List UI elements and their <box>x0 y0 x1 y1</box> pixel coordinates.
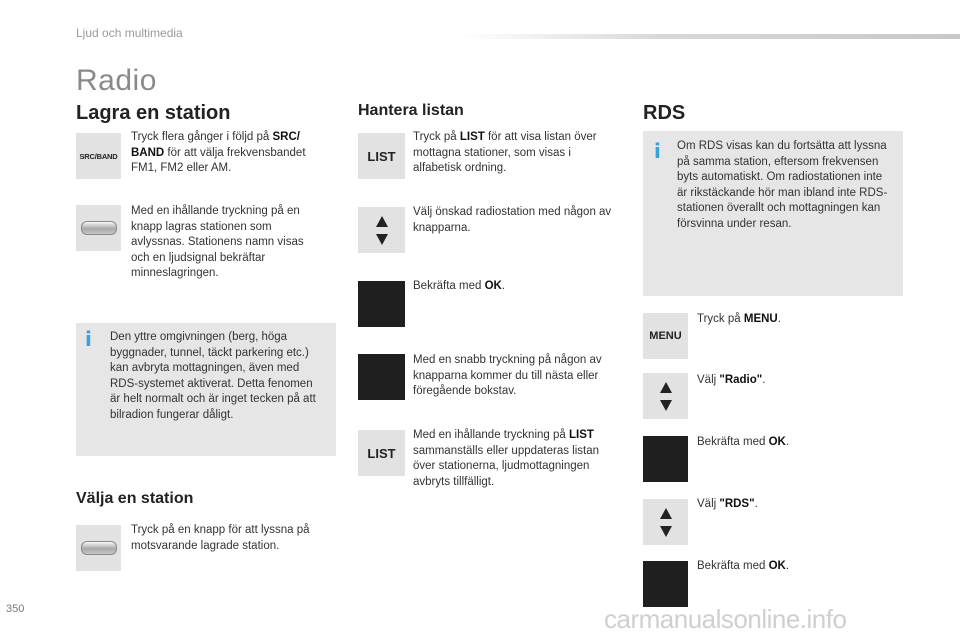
list-button-image <box>358 430 405 476</box>
info-icon: i <box>85 327 92 351</box>
store-station-text <box>131 130 326 177</box>
heading-valja-en-station: Välja en station <box>76 490 194 507</box>
text-part: . <box>762 374 766 386</box>
select-rds-text <box>697 497 897 513</box>
preset-button-image <box>76 205 121 251</box>
text-part: Bekräfta med <box>413 280 485 292</box>
preset-key-icon <box>81 541 117 555</box>
text-bold: "RDS" <box>719 498 755 510</box>
text-bold: OK <box>768 560 786 572</box>
arrow-up-icon <box>660 508 672 519</box>
text-part: Bekräfta med <box>697 560 769 572</box>
info-box-reception <box>76 323 336 456</box>
arrow-button-image <box>358 354 405 400</box>
confirm-ok-text <box>697 435 897 451</box>
text-bold: "Radio" <box>719 374 763 386</box>
heading-lagra-en-station: Lagra en station <box>76 102 231 124</box>
menu-button-image <box>643 313 688 359</box>
page-title: Radio <box>76 64 157 97</box>
ok-button-image <box>358 281 405 327</box>
confirm-ok-text <box>697 559 897 575</box>
text-part: Tryck på <box>413 131 460 143</box>
arrow-down-icon <box>660 526 672 537</box>
preset-button-image <box>76 525 121 571</box>
select-station-text: Tryck på en knapp för att lyssna på motsvarande lagrade station. <box>131 524 310 552</box>
list-label: LIST <box>367 445 396 461</box>
list-button-image <box>358 133 405 179</box>
long-press-store-text: Med en ihållande tryckning på en knapp lagras stationen som avlyssnas. Stationens namn visas och en ljudsignal bekräftar minneslagringen. <box>131 205 304 280</box>
arrow-down-icon <box>660 400 672 411</box>
text-bold: MENU <box>743 313 778 325</box>
ok-button-image <box>643 561 688 607</box>
src-band-button-image <box>76 133 121 179</box>
src-band-label: SRC/BAND <box>79 151 118 161</box>
confirm-ok-text <box>413 279 618 295</box>
section-header: Ljud och multimedia <box>76 26 183 40</box>
text-part: . <box>777 313 781 325</box>
heading-rds: RDS <box>643 102 686 124</box>
text-part: för att visa listan över mottagna stationer, som visas i alfabetisk ordning. <box>413 131 597 175</box>
heading-hantera-listan: Hantera listan <box>358 102 464 119</box>
text-part: Tryck på <box>697 313 744 325</box>
list-show-text <box>413 130 618 177</box>
text-part: Bekräfta med <box>697 436 769 448</box>
text-bold: LIST <box>459 131 485 143</box>
press-menu-text <box>697 312 897 328</box>
text-part: . <box>785 436 790 448</box>
long-press-list-text <box>413 428 623 490</box>
choose-station-text: Välj önskad radiostation med någon av knapparna. <box>413 206 612 234</box>
menu-label: MENU <box>649 330 682 342</box>
up-down-arrows-image <box>643 373 688 419</box>
header-divider <box>460 34 960 39</box>
up-down-arrows-image <box>643 499 688 545</box>
info-icon: i <box>654 139 661 163</box>
text-bold: SRC/ BAND <box>131 131 300 159</box>
text-bold: OK <box>768 436 786 448</box>
up-down-arrows-image <box>358 207 405 253</box>
watermark: carmanualsonline.info <box>604 604 847 634</box>
text-bold: LIST <box>569 429 594 441</box>
info-rds-text: Om RDS visas kan du fortsätta att lyssna på samma station, eftersom frekvensen byts automatiskt. Om radiostationen inte är rikstäckande hör man ibland inte RDS-stationen överallt och mottagningen kan försvinna under resan. <box>677 140 888 230</box>
text-part: . <box>785 560 790 572</box>
preset-key-icon <box>81 221 117 235</box>
text-bold: OK <box>484 280 502 292</box>
info-box-rds <box>643 131 903 296</box>
text-part: . <box>501 280 506 292</box>
ok-button-image <box>643 436 688 482</box>
arrow-up-icon <box>660 382 672 393</box>
page-number: 350 <box>6 603 25 615</box>
text-part: . <box>754 498 758 510</box>
text-part: sammanställs eller uppdateras listan över stationerna, ljudmottagningen avbryts tillfälligt. <box>413 444 600 488</box>
info-reception-text: Den yttre omgivningen (berg, höga byggnader, tunnel, täckt parkering etc.) kan avbryta mottagningen, även med RDS-systemet aktiverat. Detta fenomen är helt normalt och är inget tecken på att bilradion fungerar dåligt. <box>110 331 316 421</box>
text-part: Tryck flera gånger i följd på <box>131 131 273 143</box>
arrow-down-icon <box>376 234 388 245</box>
text-part: för att välja frekvensbandet FM1, FM2 eller AM. <box>131 146 306 175</box>
text-part: Välj <box>697 498 720 510</box>
list-label: LIST <box>367 148 396 164</box>
text-part: Välj <box>697 374 720 386</box>
select-radio-text <box>697 373 897 389</box>
arrow-up-icon <box>376 216 388 227</box>
quick-press-text: Med en snabb tryckning på någon av knapparna kommer du till nästa eller föregående bokstav. <box>413 354 602 398</box>
text-part: Med en ihållande tryckning på <box>413 429 569 441</box>
